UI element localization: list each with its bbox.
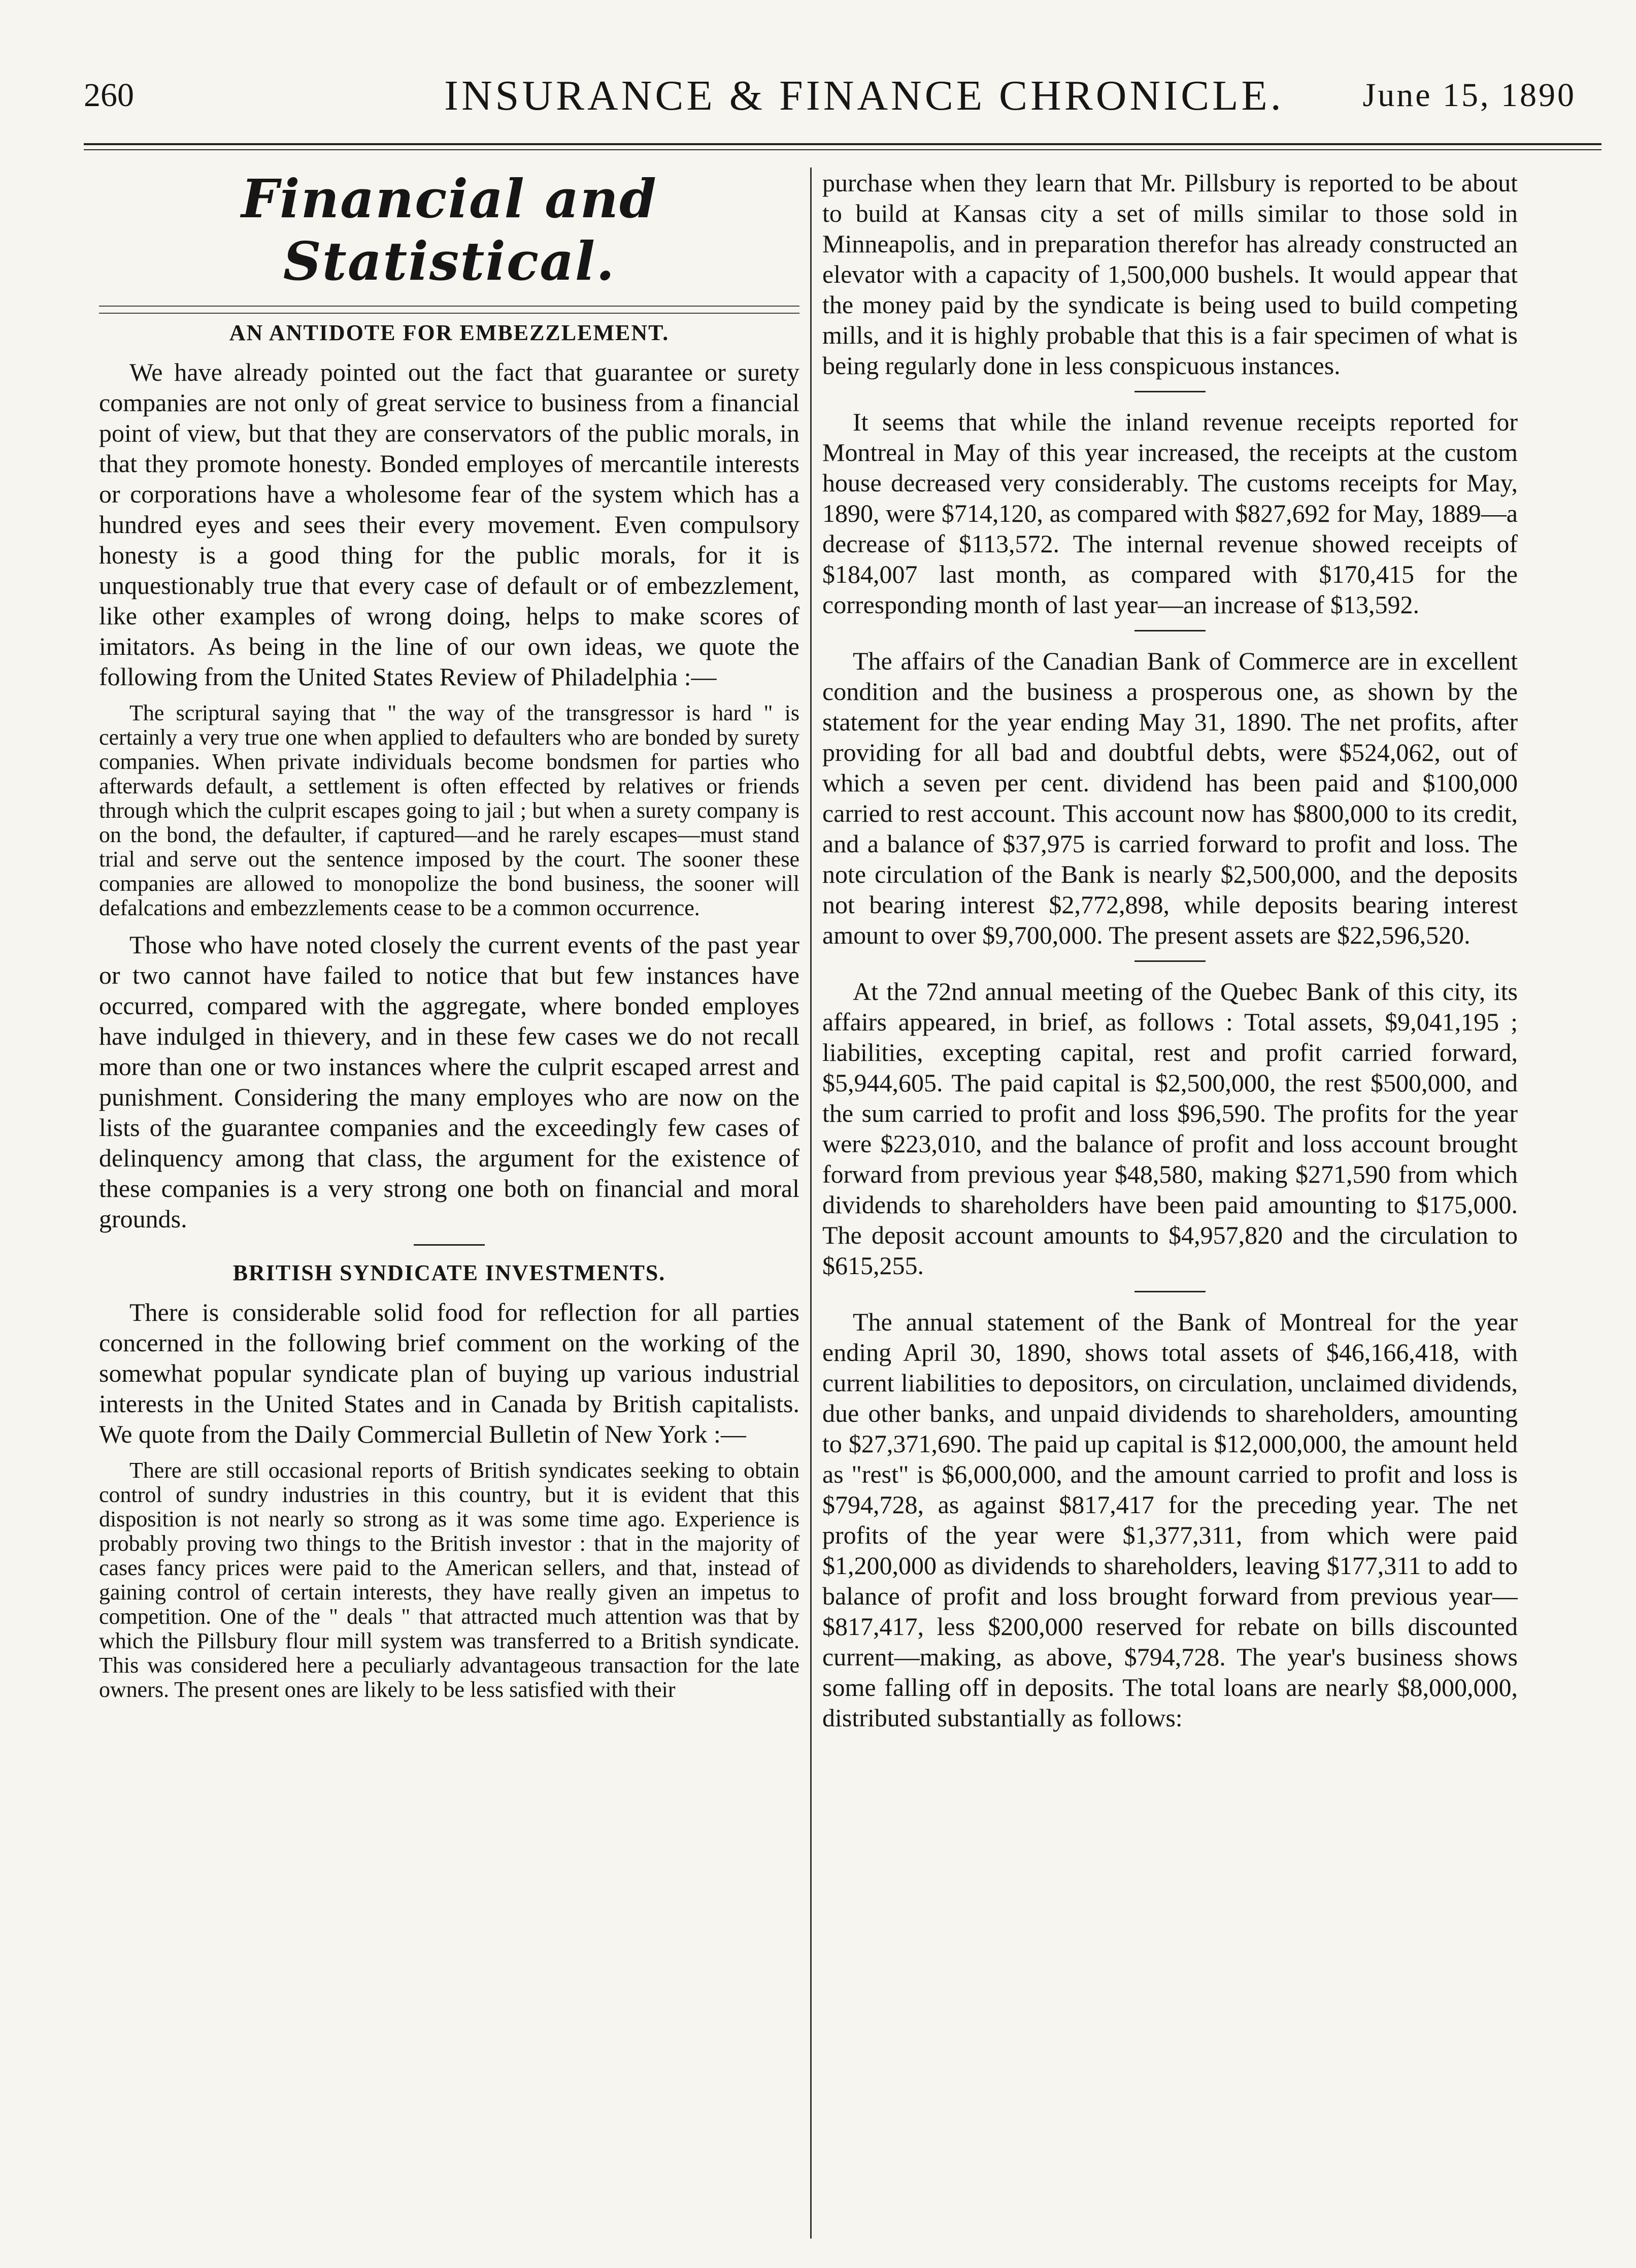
paragraph-bank-of-commerce: The affairs of the Canadian Bank of Commerce are in excellent condition and the business a prosperous one, as shown by the statement for the year ending May 31, 1890. The net profits, after providing for all bad and doubtful debts, were $524,062, out of which a seven per cent. dividend has been paid and $100,000 carried to rest account. This account now has $800,000 to its credit, and a balance of $37,975 is carried forward to profit and loss. The note circulation of the Bank is nearly $2,500,000, and the deposits not bearing interest $2,772,898, while deposits bearing interest amount to over $9,700,000. The present assets are $22,596,520.	[822, 647, 1518, 949]
column-divider	[810, 168, 812, 2239]
quoted-paragraph: There are still occasional reports of British syndicates seeking to obtain control of sundry industries in this country, but it is evident that this disposition is not nearly so strong as it was some time ago. Experience is probably proving two things to the British investor : that in the majority of cases fancy prices were paid to the American sellers, and that, instead of gaining control of certain interests, they have really given an impetus to competition. One of the " deals " that attracted much attention was that by which the Pillsbury flour mill system was transferred to a British syndicate. This was considered here a peculiarly advantageous transaction for the late owners. The present ones are likely to be less satisfied with their	[99, 1458, 799, 1702]
paragraph: We have already pointed out the fact that guarantee or surety companies are not only of great service to business from a financial point of view, but that they are conservators of the public morals, in that they promote honesty. Bonded employes of mercantile interests or corporations have a wholesome fear of the system which has a hundred eyes and sees their every movement. Even compulsory honesty is a good thing for the public morals, for it is unquestionably true that every case of default or of embezzlement, like other examples of wrong doing, helps to make scores of imitators. As being in the line of our own ideas, we quote the following from the United States Review of Philadelphia :—	[99, 358, 799, 691]
header-rule	[84, 143, 1601, 150]
article-divider	[1134, 391, 1206, 392]
paragraph-montreal-revenue: It seems that while the inland revenue receipts reported for Montreal in May of this year increased, the receipts at the custom house decreased very considerably. The customs receipts for May, 1890, were $714,120, as compared with $827,692 for May, 1889—a decrease of $113,572. The internal revenue showed receipts of $184,007 last month, as compared with $170,415 for the corresponding month of last year—an increase of $13,592.	[822, 408, 1518, 619]
page-number: 260	[84, 77, 134, 114]
paragraph: Those who have noted closely the current events of the past year or two cannot have failed to notice that but few instances have occurred, compared with the aggregate, where bonded employes have indulged in thievery, and in these few cases we do not recall more than one or two instances where the culprit escaped arrest and punishment. Considering the many employes who are now on the lists of the guarantee companies and the exceedingly few cases of delinquency among that class, the argument for the existence of these companies is a very strong one both on financial and moral grounds.	[99, 930, 799, 1233]
right-column	[822, 168, 1518, 2239]
issue-date: June 15, 1890	[1362, 77, 1576, 114]
section-rule	[99, 306, 799, 307]
article-divider	[1134, 630, 1206, 631]
journal-title: INSURANCE & FINANCE CHRONICLE.	[444, 72, 1284, 119]
paragraph-bank-of-montreal: The annual statement of the Bank of Montreal for the year ending April 30, 1890, shows total assets of $46,166,418, with current liabilities to depositors, on circulation, unclaimed dividends, due other banks, and unpaid dividends to shareholders, amounting to $27,371,690. The paid up capital is $12,000,000, the amount held as "rest" is $6,000,000, and the amount carried to profit and loss is $794,728, as against $817,417 for the preceding year. The net profits of the year were $1,377,311, from which were paid $1,200,000 as dividends to shareholders, leaving $177,311 to add to balance of profit and loss brought forward from previous year—$817,417, less $200,000 reserved for rebate on bills discounted current—making, as above, $794,728. The year's business shows some falling off in deposits. The total loans are nearly $8,000,000, distributed substantially as follows:	[822, 1308, 1518, 1732]
left-column	[99, 168, 799, 2239]
paragraph: There is considerable solid food for reflection for all parties concerned in the following brief comment on the working of the somewhat popular syndicate plan of buying up various industrial interests in the United States and in Canada by British capitalists. We quote from the Daily Commercial Bulletin of New York :—	[99, 1298, 799, 1448]
paragraph-quebec-bank: At the 72nd annual meeting of the Quebec Bank of this city, its affairs appeared, in brief, as follows : Total assets, $9,041,195 ; liabilities, excepting capital, rest and profit carried forward, $5,944,605. The paid capital is $2,500,000, the rest $500,000, and the sum carried to profit and loss $96,590. The profits for the year were $223,010, and the balance of profit and loss account brought forward from previous year $48,580, making $271,590 from which dividends to shareholders have been paid amounting to $175,000. The deposit account amounts to $4,957,820 and the circulation to $615,255.	[822, 977, 1518, 1280]
section-title: Financial and Statistical.	[241, 168, 657, 292]
page-header	[84, 66, 1607, 147]
headline-british-syndicate: BRITISH SYNDICATE INVESTMENTS.	[232, 1260, 666, 1285]
article-divider	[1134, 1291, 1206, 1292]
article-divider	[414, 1244, 485, 1246]
article-divider	[1134, 960, 1206, 962]
headline-embezzlement: AN ANTIDOTE FOR EMBEZZLEMENT.	[229, 320, 670, 345]
section-rule-2	[99, 313, 799, 314]
quoted-paragraph: The scriptural saying that " the way of the transgressor is hard " is certainly a very true one when applied to defaulters who are bonded by surety companies. When private individuals become bondsmen for parties who afterwards default, a settlement is often effected by relatives or friends through which the culprit escapes going to jail ; but when a surety company is on the bond, the defaulter, if captured—and he rarely escapes—must stand trial and serve out the sentence imposed by the court. The sooner these companies are allowed to monopolize the bond business, the sooner will defalcations and embezzlements cease to be a common occurrence.	[99, 701, 799, 920]
continued-paragraph: purchase when they learn that Mr. Pillsbury is reported to be about to build at Kansas city a set of mills similar to those sold in Minneapolis, and in preparation therefor has already constructed an elevator with a capacity of 1,500,000 bushels. It would appear that the money paid by the syndicate is being used to build competing mills, and it is highly probable that this is a fair specimen of what is being regularly done in less conspicuous instances.	[822, 169, 1518, 380]
